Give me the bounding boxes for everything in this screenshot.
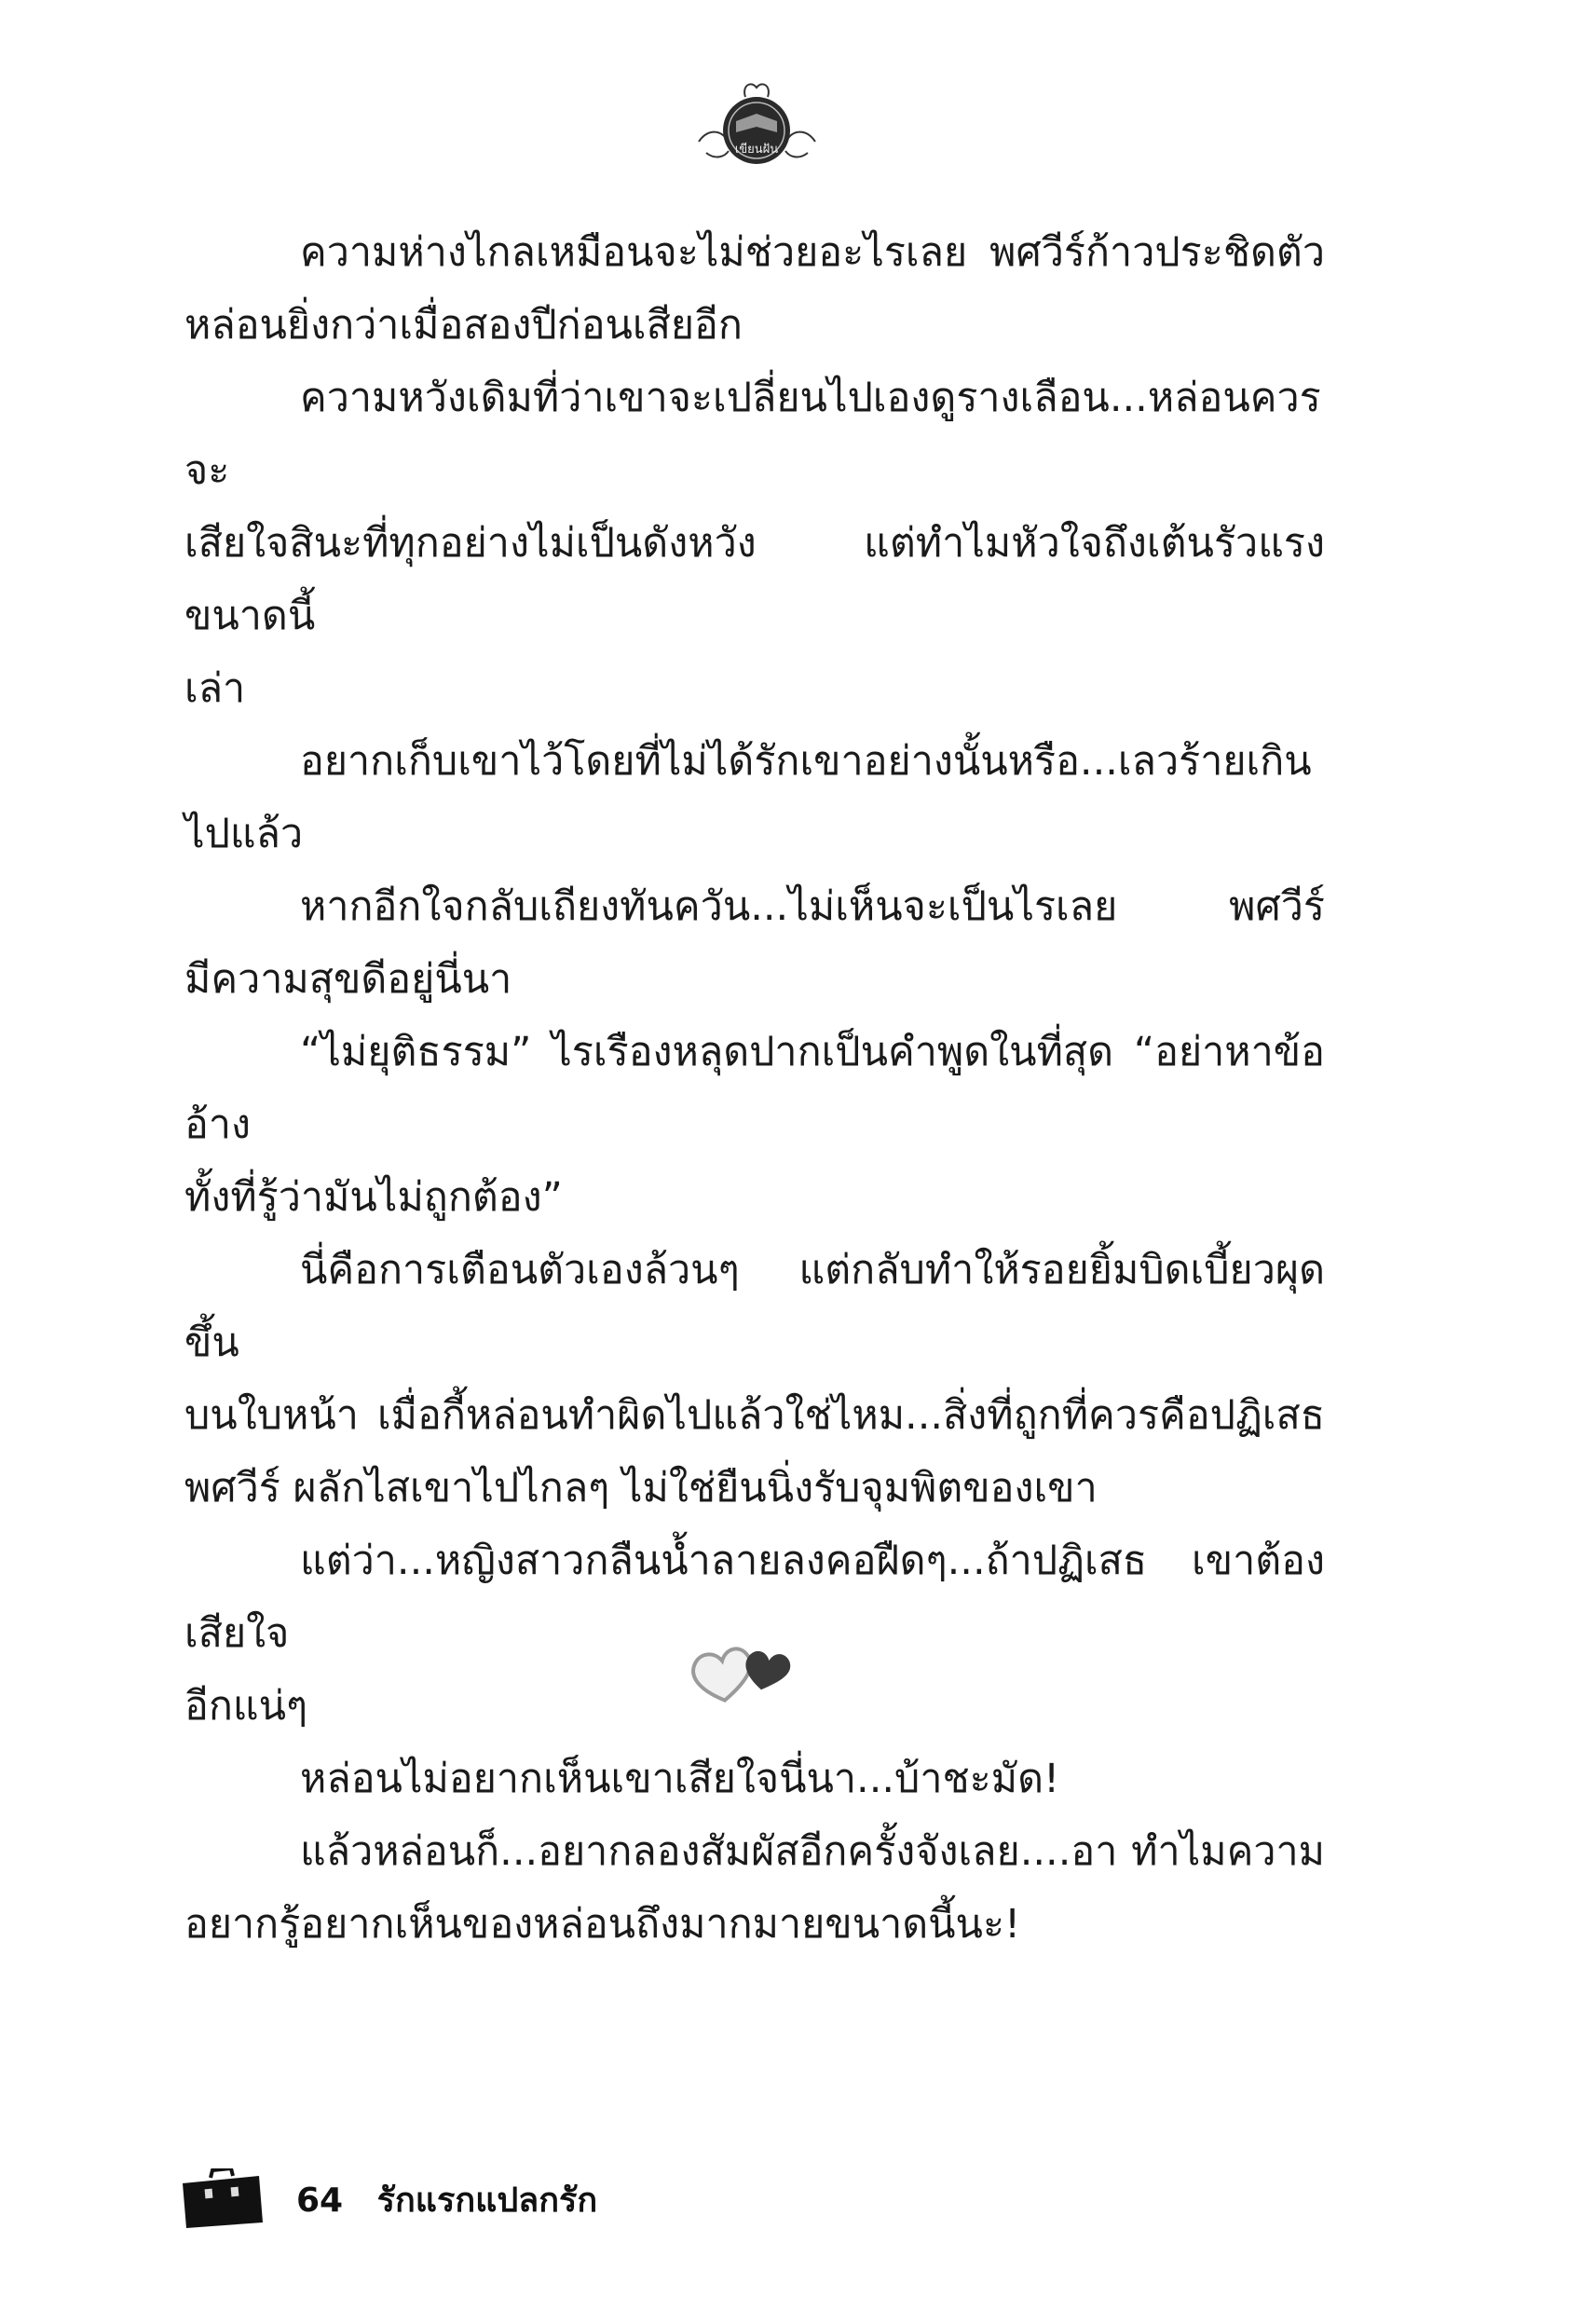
text-line: ทั้งที่รู้ว่ามันไม่ถูกต้อง” — [184, 1174, 563, 1221]
text-line: หากอีกใจกลับเถียงทันควัน...ไม่เห็นจะเป็นไรเลย พศวีร์ — [300, 883, 1325, 930]
paragraph — [184, 1815, 1325, 1961]
paragraph — [184, 216, 1325, 362]
paragraph — [184, 1743, 1325, 1815]
paragraph — [184, 1234, 1325, 1525]
text-line: แล้วหล่อนก็...อยากลองสัมผัสอีกครั้งจังเลย....อา ทำไมความ — [300, 1828, 1325, 1875]
text-line: แต่ว่า...หญิงสาวกลืนน้ำลายลงคอฝืดๆ...ถ้าปฏิเสธ เขาต้องเสียใจ — [184, 1538, 1325, 1657]
text-line: บนใบหน้า เมื่อกี้หล่อนทำผิดไปแล้วใช่ไหม...สิ่งที่ถูกที่ควรคือปฏิเสธ — [184, 1392, 1325, 1439]
text-line: นี่คือการเตือนตัวเองล้วนๆ แต่กลับทำให้รอยยิ้มบิดเบี้ยวผุดขึ้น — [184, 1247, 1325, 1366]
paragraph — [184, 725, 1325, 870]
page-footer — [296, 2173, 597, 2226]
paragraph — [184, 870, 1325, 1016]
logo-text: เขียนฝัน — [734, 143, 779, 157]
text-line: อยากเก็บเขาไว้โดยที่ไม่ได้รักเขาอย่างนั้นหรือ...เลวร้ายเกินไปแล้ว — [184, 738, 1312, 857]
publisher-logo — [689, 76, 825, 177]
text-line: หล่อนไม่อยากเห็นเขาเสียใจนี่นา...บ้าชะมัด! — [300, 1756, 1060, 1802]
text-line: ความห่างไกลเหมือนจะไม่ช่วยอะไรเลย พศวีร์ก้าวประชิดตัว — [300, 229, 1325, 276]
text-line: อีกแน่ๆ — [184, 1683, 308, 1730]
text-line: หล่อนยิ่งกว่าเมื่อสองปีก่อนเสียอีก — [184, 302, 743, 349]
hearts-ornament-icon — [688, 1633, 798, 1707]
text-line: เสียใจสินะที่ทุกอย่างไม่เป็นดังหวัง แต่ทำไมหัวใจถึงเต้นรัวแรงขนาดนี้ — [184, 520, 1325, 639]
text-line: พศวีร์ ผลักไสเขาไปไกลๆ ไม่ใช่ยืนนิ่งรับจุมพิตของเขา — [184, 1465, 1098, 1511]
briefcase-icon — [177, 2168, 266, 2230]
text-line: ความหวังเดิมที่ว่าเขาจะเปลี่ยนไปเองดูรางเลือน...หล่อนควรจะ — [184, 375, 1321, 494]
text-line: มีความสุขดีอยู่นี่นา — [184, 956, 512, 1003]
text-line: อยากรู้อยากเห็นของหล่อนถึงมากมายขนาดนี้นะ! — [184, 1901, 1021, 1948]
text-line: เล่า — [184, 665, 246, 712]
paragraph — [184, 1016, 1325, 1234]
book-title: รักแรกแปลกรัก — [376, 2181, 598, 2220]
paragraph — [184, 362, 1325, 725]
page-number: 64 — [296, 2181, 344, 2220]
text-line: “ไม่ยุติธรรม” ไรเรืองหลุดปากเป็นคำพูดในที่สุด “อย่าหาข้ออ้าง — [184, 1029, 1325, 1148]
